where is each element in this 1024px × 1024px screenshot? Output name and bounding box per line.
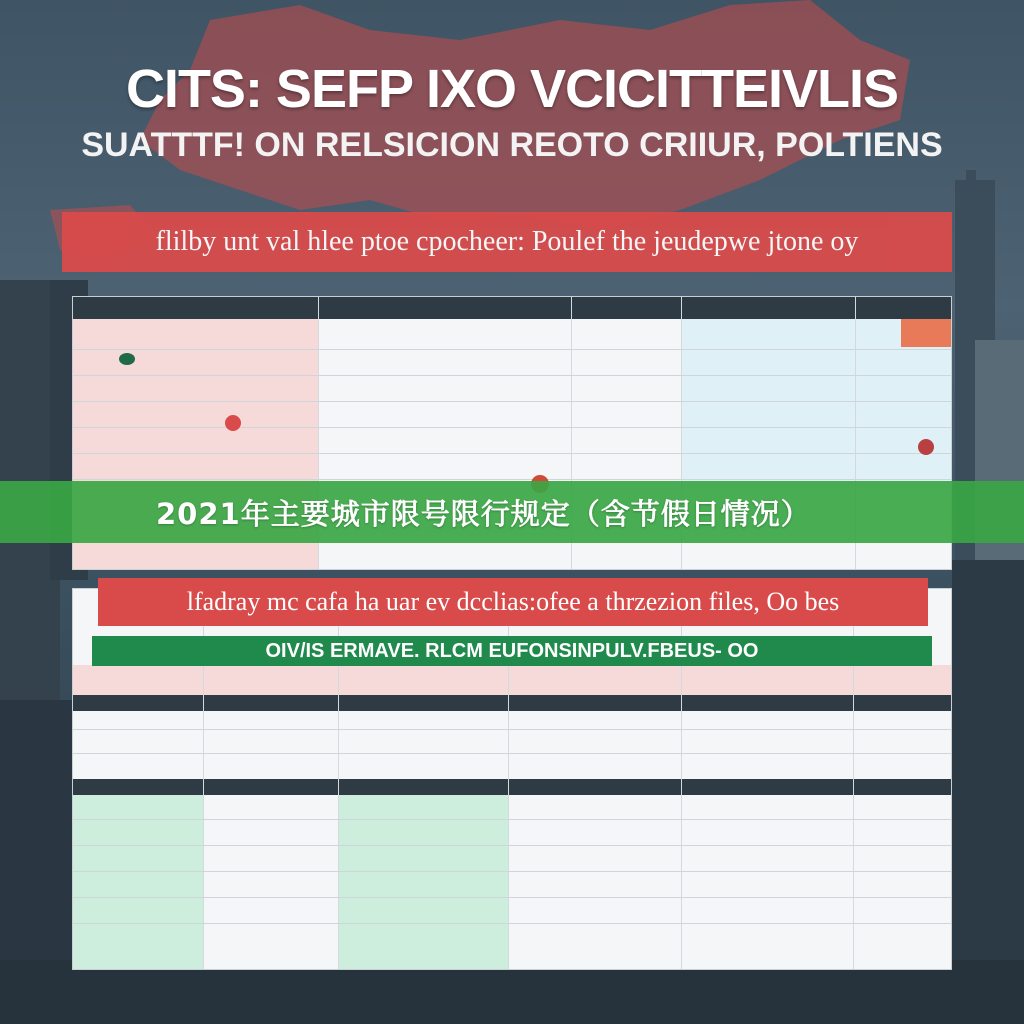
table-row <box>73 871 951 872</box>
table-row <box>73 819 951 820</box>
table-zone-green <box>73 795 203 970</box>
table-header-bar <box>73 695 951 711</box>
table-row <box>73 729 951 730</box>
table-row <box>73 923 951 924</box>
table-header-bar <box>73 779 951 795</box>
table-marker <box>119 353 135 365</box>
red-banner-top: flilby unt val hlee ptoe cpocheer: Poulef the jeudepwe jtone oy <box>62 212 952 272</box>
red-banner-bottom: lfadray mc cafa ha uar ev dcclias:ofee a thrzezion files, Oo bes <box>98 578 928 626</box>
table-header-bar <box>73 297 951 319</box>
table-marker <box>225 415 241 431</box>
table-row <box>73 479 951 480</box>
table-row <box>73 427 951 428</box>
table-marker <box>918 439 934 455</box>
green-table-header: OIV/IS ERMAVE. RLCM EUFONSINPULV.FBEUS- OO <box>92 636 932 666</box>
table-row <box>73 897 951 898</box>
table-zone-pink <box>73 665 952 695</box>
table-zone-green <box>338 795 508 970</box>
table-row <box>73 375 951 376</box>
headline-text: 2021年主要城市限号限行规定（含节假日情况） <box>156 497 811 531</box>
table-row <box>73 753 951 754</box>
table-row <box>73 401 951 402</box>
table-row <box>73 349 951 350</box>
poster-title: CITS: SEFP IXO VCICITTEIVLIS <box>125 59 899 119</box>
table-zone-orange <box>901 319 952 347</box>
table-row <box>73 845 951 846</box>
table-row <box>73 453 951 454</box>
poster-subtitle: SUATTTF! ON RELSICION REOTO CRIIUR, POLTIENS <box>81 126 943 164</box>
